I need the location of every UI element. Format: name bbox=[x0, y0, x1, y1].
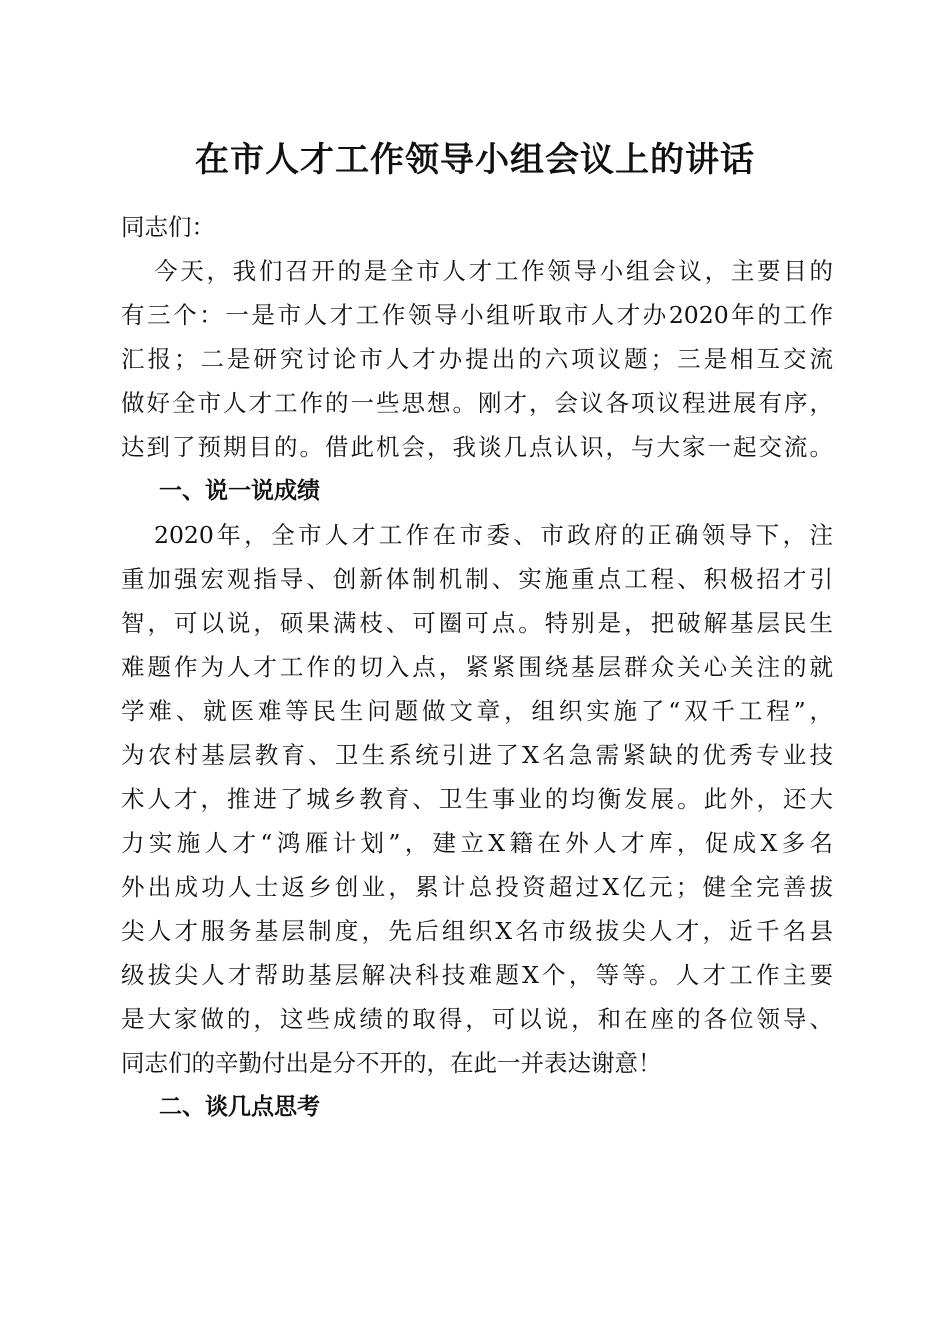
text-line: 外出成功人士返乡创业，累计总投资超过X亿元；健全完善拔 bbox=[121, 873, 833, 901]
salutation: 同志们： bbox=[121, 213, 215, 241]
text-line: 有三个：一是市人才工作领导小组听取市人才办2020年的工作 bbox=[121, 301, 833, 329]
text-line: 达到了预期目的。借此机会，我谈几点认识，与大家一起交流。 bbox=[121, 433, 833, 461]
document-title: 在市人才工作领导小组会议上的讲话 bbox=[195, 140, 755, 180]
text-line: 做好全市人才工作的一些思想。刚才，会议各项议程进展有序， bbox=[121, 389, 833, 417]
paragraph-achievements bbox=[121, 513, 833, 1085]
text-line: 术人才，推进了城乡教育、卫生事业的均衡发展。此外，还大 bbox=[121, 785, 833, 813]
paragraph-intro bbox=[121, 249, 833, 469]
section-heading-2: 二、谈几点思考 bbox=[159, 1094, 320, 1120]
text-line: 汇报；二是研究讨论市人才办提出的六项议题；三是相互交流 bbox=[121, 345, 833, 373]
text-line: 为农村基层教育、卫生系统引进了X名急需紧缺的优秀专业技 bbox=[121, 741, 833, 769]
section-heading-1: 一、说一说成绩 bbox=[159, 478, 320, 504]
text-line: 今天，我们召开的是全市人才工作领导小组会议，主要目的 bbox=[154, 257, 833, 285]
text-line: 尖人才服务基层制度，先后组织X名市级拔尖人才，近千名县 bbox=[121, 917, 833, 945]
text-line: 力实施人才“鸿雁计划”，建立X籍在外人才库，促成X多名 bbox=[121, 829, 833, 857]
text-line: 难题作为人才工作的切入点，紧紧围绕基层群众关心关注的就 bbox=[121, 653, 833, 681]
text-line: 2020年，全市人才工作在市委、市政府的正确领导下，注 bbox=[154, 521, 833, 549]
document-body bbox=[121, 205, 833, 1129]
text-line: 学难、就医难等民生问题做文章，组织实施了“双千工程”， bbox=[121, 697, 833, 725]
text-line: 重加强宏观指导、创新体制机制、实施重点工程、积极招才引 bbox=[121, 565, 833, 593]
text-line: 级拔尖人才帮助基层解决科技难题X个，等等。人才工作主要 bbox=[121, 961, 833, 989]
text-line: 同志们的辛勤付出是分不开的，在此一并表达谢意！ bbox=[121, 1049, 662, 1077]
text-line: 智，可以说，硕果满枝、可圈可点。特别是，把破解基层民生 bbox=[121, 609, 833, 637]
text-line: 是大家做的，这些成绩的取得，可以说，和在座的各位领导、 bbox=[121, 1005, 833, 1033]
